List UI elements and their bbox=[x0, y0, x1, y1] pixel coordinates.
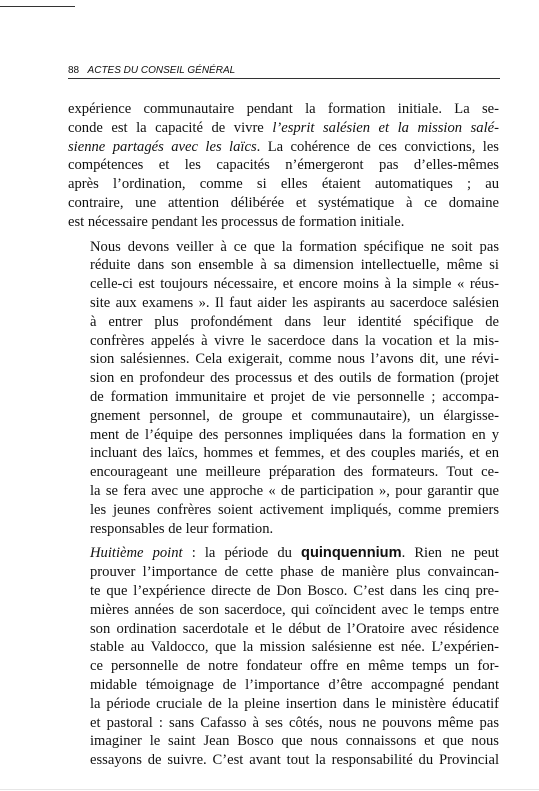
text-line: celle-ci est toujours nécessaire, et encore moins à la simple « réus- bbox=[90, 276, 499, 293]
paragraph bbox=[68, 544, 499, 770]
text-line: ment de l’équipe des personnes impliquées dans la formation en y bbox=[90, 426, 499, 443]
text-line: sion en profondeur des processus et des outils de formation (projet bbox=[90, 370, 499, 387]
text-line: gnement personnel, de groupe et communautaire), un élargisse- bbox=[90, 407, 499, 424]
bottom-rule bbox=[0, 789, 539, 790]
text-line: imaginer le saint Jean Bosco que nous connaissons et que nous bbox=[90, 733, 499, 750]
text-line: midable témoignage de l’importance d’être accompagné pendant bbox=[90, 676, 499, 693]
text-line: compétences et les capacités n’émergeront pas d’elles-mêmes bbox=[68, 157, 499, 174]
text-line: incluant des laïcs, hommes et femmes, et des couples mariés, et en bbox=[90, 445, 499, 462]
text-line: conde est la capacité de vivre l’esprit salésien et la mission salé- bbox=[68, 119, 499, 136]
text-line: après l’ordination, comme si elles étaient automatiques ; au bbox=[68, 176, 499, 193]
text-line: mières années de son sacerdoce, qui coïncident avec le temps entre bbox=[90, 601, 499, 618]
italic-text: Huitième point bbox=[90, 545, 183, 562]
text-line: sion salésiennes. Cela exigerait, comme nous l’avons dit, une révi- bbox=[90, 351, 499, 368]
page-number: 88 bbox=[68, 65, 80, 76]
text-line: la se fera avec une approche « de participation », pour garantir que bbox=[90, 482, 499, 499]
text-line: expérience communautaire pendant la formation initiale. La se- bbox=[68, 101, 499, 117]
text-line: les jeunes confrères soient activement impliqués, comme premiers bbox=[90, 501, 499, 518]
text-line: ce personnelle de notre fondateur offre en même temps un for- bbox=[90, 658, 499, 675]
text-line: réduite dans son ensemble à sa dimension intellectuelle, même si bbox=[90, 257, 499, 274]
text-line: son ordination sacerdotale et le début de l’Oratoire avec résidence bbox=[90, 620, 499, 637]
text-line: contraire, une attention délibérée et systématique à ce domaine bbox=[68, 194, 499, 211]
text-line: à entrer plus profondément dans leur identité spécifique de bbox=[90, 313, 499, 330]
text-line: prouver l’importance de cette phase de manière plus convaincan- bbox=[90, 564, 499, 581]
text-line: essayons de suivre. C’est avant tout la responsabilité du Provincial bbox=[90, 752, 499, 769]
text-line: est nécessaire pendant les processus de formation initiale. bbox=[68, 213, 405, 230]
text-line: responsables de leur formation. bbox=[90, 520, 274, 537]
text-line: confrères appelés à vivre le sacerdoce dans la vocation et la mis- bbox=[90, 332, 499, 349]
text-line: Huitième point : la période du quinquennium. Rien ne peut bbox=[90, 545, 499, 562]
italic-text: sienne partagés avec les laïcs bbox=[68, 138, 257, 155]
text-line: encourageant une meilleure préparation des formateurs. Tout ce- bbox=[90, 464, 499, 481]
paragraph bbox=[68, 100, 499, 232]
text-line: site aux examens ». Il faut aider les aspirants au sacerdoce salésien bbox=[90, 294, 499, 311]
text-line: stable au Valdocco, que la mission salésienne est née. L’expérien- bbox=[90, 639, 499, 656]
running-title: ACTES DU CONSEIL GÉNÉRAL bbox=[87, 65, 236, 76]
text-line: te que l’expérience directe de Don Bosco. C’est dans les cinq pre- bbox=[90, 582, 499, 599]
text-line: la période cruciale de la pleine insertion dans le ministère éducatif bbox=[90, 695, 499, 712]
body-text bbox=[68, 100, 499, 770]
text-line: de formation immunitaire et projet de vie personnelle ; accompa- bbox=[90, 388, 499, 405]
text-line: et pastoral : sans Cafasso à ses côtés, nous ne pouvons même pas bbox=[90, 714, 499, 731]
bold-term: quinquennium bbox=[301, 545, 402, 562]
italic-text: l’esprit salésien et la mission salé- bbox=[272, 119, 499, 136]
text-line: Nous devons veiller à ce que la formation spécifique ne soit pas bbox=[90, 238, 499, 255]
running-header bbox=[68, 65, 500, 79]
text-line: sienne partagés avec les laïcs. La cohérence de ces convictions, les bbox=[68, 138, 499, 155]
top-rule bbox=[0, 6, 75, 7]
paragraph bbox=[68, 238, 499, 539]
